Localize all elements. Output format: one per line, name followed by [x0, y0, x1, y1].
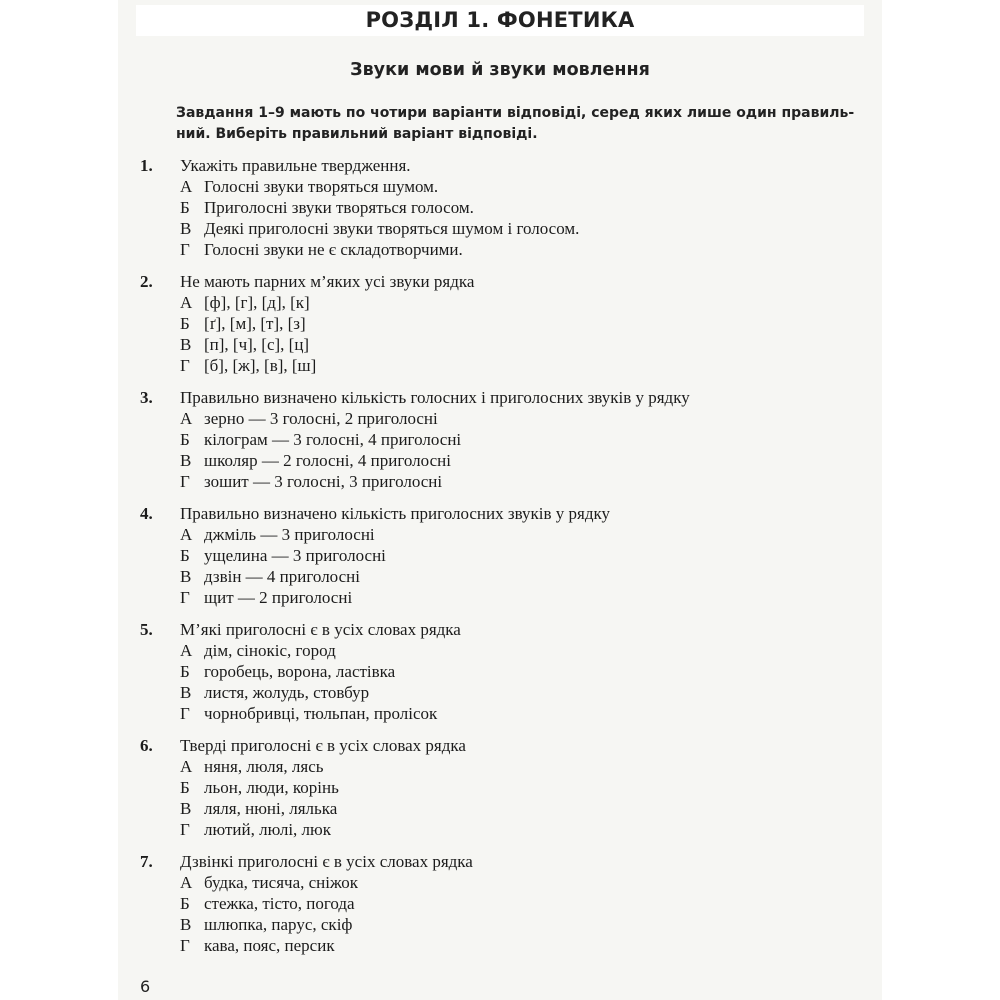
option-letter: Г — [180, 704, 190, 723]
option-text: стежка, тісто, погода — [204, 894, 355, 913]
option-text: кава, пояс, персик — [204, 936, 335, 955]
option-letter: Г — [180, 936, 190, 955]
option-text: няня, люля, лясь — [204, 757, 324, 776]
answer-option — [180, 703, 860, 724]
answer-option — [180, 218, 860, 239]
answer-option — [180, 524, 860, 545]
option-letter: В — [180, 567, 192, 586]
option-letter: Б — [180, 662, 190, 681]
answer-option — [180, 355, 860, 376]
answer-option — [180, 176, 860, 197]
answer-option — [180, 682, 860, 703]
answer-option — [180, 408, 860, 429]
answer-option — [180, 292, 860, 313]
option-text: зошит — 3 голосні, 3 приголосні — [204, 472, 443, 491]
option-text: щит — 2 приголосні — [204, 588, 353, 607]
answer-option — [180, 587, 860, 608]
option-text: [б], [ж], [в], [ш] — [204, 356, 317, 375]
option-letter: Г — [180, 356, 190, 375]
option-text: ляля, нюні, лялька — [204, 799, 338, 818]
answer-option — [180, 334, 860, 355]
answer-option — [180, 239, 860, 260]
answer-option — [180, 545, 860, 566]
option-letter: А — [180, 641, 193, 660]
option-letter: В — [180, 683, 192, 702]
task-number: 1. — [140, 156, 153, 175]
answer-option — [180, 914, 860, 935]
option-text: зерно — 3 голосні, 2 приголосні — [204, 409, 438, 428]
answer-option — [180, 429, 860, 450]
task-number: 7. — [140, 852, 153, 871]
option-text: листя, жолудь, стовбур — [204, 683, 370, 702]
option-text: ущелина — 3 приголосні — [204, 546, 386, 565]
option-text: школяр — 2 голосні, 4 приголосні — [204, 451, 451, 470]
option-text: Приголосні звуки творяться голосом. — [204, 198, 474, 217]
instructions-line: Завдання 1–9 мають по чотири варіанти відповіді, серед яких лише один правиль- — [176, 105, 855, 121]
answer-option — [180, 893, 860, 914]
option-letter: Б — [180, 430, 190, 449]
answer-option — [180, 640, 860, 661]
instructions-block — [176, 103, 866, 145]
option-letter: А — [180, 177, 193, 196]
option-letter: А — [180, 293, 193, 312]
answer-option — [180, 756, 860, 777]
option-letter: Б — [180, 546, 190, 565]
answer-option — [180, 471, 860, 492]
answer-option — [180, 566, 860, 587]
task-question: Укажіть правильне твердження. — [180, 156, 411, 175]
option-text: шлюпка, парус, скіф — [204, 915, 353, 934]
answer-option — [180, 661, 860, 682]
option-text: дім, сінокіс, город — [204, 641, 336, 660]
task-item — [140, 271, 860, 376]
option-text: горобець, ворона, ластівка — [204, 662, 396, 681]
task-item — [140, 619, 860, 724]
task-item — [140, 387, 860, 492]
option-text: [ф], [г], [д], [к] — [204, 293, 310, 312]
option-text: джміль — 3 приголосні — [204, 525, 375, 544]
option-text: будка, тисяча, сніжок — [204, 873, 359, 892]
task-question: Дзвінкі приголосні є в усіх словах рядка — [180, 852, 473, 871]
task-question: Правильно визначено кількість приголосних звуків у рядку — [180, 504, 611, 523]
task-number: 3. — [140, 388, 153, 407]
option-letter: В — [180, 799, 192, 818]
option-text: Деякі приголосні звуки творяться шумом і голосом. — [204, 219, 580, 238]
page-number: 6 — [140, 977, 151, 996]
option-letter: Г — [180, 588, 190, 607]
answer-option — [180, 450, 860, 471]
task-item — [140, 503, 860, 608]
option-letter: Б — [180, 314, 190, 333]
option-letter: А — [180, 873, 193, 892]
option-text: Голосні звуки творяться шумом. — [204, 177, 439, 196]
section-title: РОЗДІЛ 1. ФОНЕТИКА — [136, 5, 864, 36]
option-text: дзвін — 4 приголосні — [204, 567, 360, 586]
option-letter: Б — [180, 894, 190, 913]
option-text: кілограм — 3 голосні, 4 приголосні — [204, 430, 462, 449]
task-question: М’які приголосні є в усіх словах рядка — [180, 620, 461, 639]
option-text: [ґ], [м], [т], [з] — [204, 314, 306, 333]
answer-option — [180, 313, 860, 334]
option-letter: В — [180, 915, 192, 934]
page-subtitle: Звуки мови й звуки мовлення — [350, 60, 650, 80]
option-text: льон, люди, корінь — [204, 778, 339, 797]
page-sheet — [118, 0, 882, 1000]
instructions-line: ний. Виберіть правильний варіант відповіді. — [176, 126, 538, 142]
option-text: чорнобривці, тюльпан, пролісок — [204, 704, 438, 723]
option-text: лютий, люлі, люк — [204, 820, 331, 839]
task-question: Тверді приголосні є в усіх словах рядка — [180, 736, 466, 755]
option-letter: В — [180, 451, 192, 470]
task-number: 6. — [140, 736, 153, 755]
option-letter: В — [180, 219, 192, 238]
task-item — [140, 735, 860, 840]
option-letter: А — [180, 757, 193, 776]
option-letter: Г — [180, 240, 190, 259]
answer-option — [180, 819, 860, 840]
option-letter: А — [180, 525, 193, 544]
task-number: 5. — [140, 620, 153, 639]
option-letter: Б — [180, 778, 190, 797]
task-number: 4. — [140, 504, 153, 523]
option-letter: Б — [180, 198, 190, 217]
answer-option — [180, 197, 860, 218]
task-number: 2. — [140, 272, 153, 291]
task-list — [140, 155, 860, 967]
option-letter: А — [180, 409, 193, 428]
answer-option — [180, 777, 860, 798]
task-question: Правильно визначено кількість голосних і приголосних звуків у рядку — [180, 388, 690, 407]
option-letter: В — [180, 335, 192, 354]
task-question: Не мають парних м’яких усі звуки рядка — [180, 272, 475, 291]
answer-option — [180, 798, 860, 819]
option-text: [п], [ч], [с], [ц] — [204, 335, 310, 354]
answer-option — [180, 935, 860, 956]
answer-option — [180, 872, 860, 893]
option-letter: Г — [180, 472, 190, 491]
task-item — [140, 851, 860, 956]
task-item — [140, 155, 860, 260]
option-letter: Г — [180, 820, 190, 839]
option-text: Голосні звуки не є складотворчими. — [204, 240, 463, 259]
